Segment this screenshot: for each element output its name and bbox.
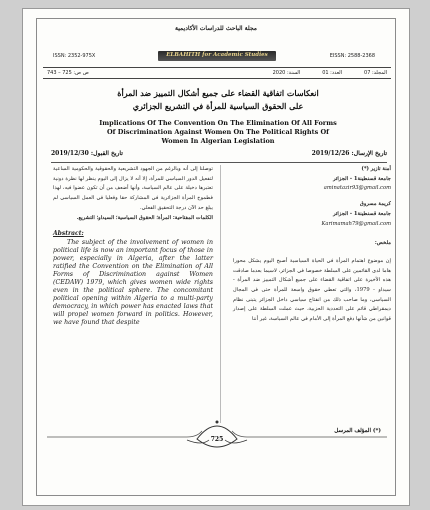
year: السنة: 2020 (272, 70, 301, 76)
author-1-name: أمنة تازير (*) (361, 166, 391, 172)
author-2-name: كريمة مسروق (359, 201, 391, 208)
author-2-affiliation: جامعة قسنطينة1 - الجزائر (333, 210, 391, 217)
journal-name-ar: مجلة الباحث للدراسات الأكاديمية (175, 25, 257, 32)
left-column (53, 165, 213, 327)
keywords: الكلمات المفتاحية: المرأة؛ الحقوق السياسية؛ السيداو؛ التشريع. (76, 214, 213, 221)
masthead-title: ELBAHITH for Academic Studies (166, 52, 268, 58)
sent-date: تاريخ الإرسال: 2019/12/26 (311, 150, 387, 157)
document-page (22, 8, 410, 506)
issn: ISSN: 2352-975X (53, 53, 96, 59)
page-number: 725 (210, 436, 224, 443)
article-title-en (63, 119, 373, 146)
summary-text: إن موضوع اهتمام المرأة في الحياة السياسية أصبح اليوم يشكل محورا هاما لدى القائمين على السلطة خصوصا في الجزائر، لاسيما بعدما صادقت هذه الأخيرة على اتفاقية القضاء على جميع أشكال التمييز ضد المرأة - سيداو - 1979، والتي تعطي حقوق واسعة للمرأة حتى في المجال السياسي، وما صاحب ذلك من انفتاح سياسي داخل الجزائر يتبنى نظام ديمقراطي قائم على التعددية الحزبية، حيث عملت السلطة على إصدار قوانين من شأنها دفع المرأة إلى الأمام في عالم السياسة، غير أننا (233, 257, 391, 323)
author-1-email[interactable]: aminatazir93@gmail.com (323, 185, 391, 192)
dates-rule (51, 162, 387, 163)
abstract-title: Abstract: (53, 230, 84, 238)
abstract-text: The subject of the involvement of women in political life is now an important focus of those in power, especially in Algeria, after the latter ratified the Convention on the Elimination of All Forms of Discrimination against Women (CEDAW) 1979, which gives women wide rights even in the political sphere. The concomitant political opening within Algeria to a multi-party democracy, in which power has enacted laws that will propel women forward in politics. However, we have found that despite (53, 238, 213, 326)
issue: العدد: 01 (322, 70, 343, 76)
title-ar-line: على الحقوق السياسية للمرأة في التشريع الجزائري (132, 101, 304, 111)
author-1-affiliation: جامعة قسنطينة1 - الجزائر (333, 175, 391, 182)
issue-meta-bar (43, 67, 391, 79)
summary-continuation: توصلنا إلى أنه وبالرغم من الجهود التشريعية والحقوقية والحكومية الساعية لتفعيل الدور السياسي للمرأة، إلا أنه لا يزال إلى اليوم ينظر لها نظرة دونية تعتبرها دخيلة على عالم السياسة، وأنها أضعف من أن تكون عضوا فيه، لهذا فطموح المرأة الجزائرية في المشاركة حقا وفعليا في العمل السياسي لم يبلغ حد الآن درجة التحقيق الفعلي. (53, 166, 213, 211)
footnote: (*) المؤلف المرسل (334, 428, 381, 434)
summary-title: ملخص: (374, 240, 391, 247)
title-en-line: Of Discrimination Against Women On The Political Rights Of (107, 128, 329, 136)
right-column (233, 165, 391, 325)
title-en-line: Implications Of The Convention On The Elimination Of All Forms (99, 119, 337, 127)
accepted-date: تاريخ القبول: 2019/12/30 (51, 150, 123, 157)
volume: المجلد: 07 (364, 70, 387, 76)
article-title-ar (53, 87, 383, 113)
submission-dates (51, 150, 387, 159)
title-ar-line: انعكاسات اتفاقية القضاء على جميع أشكال التمييز ضد المرأة (117, 88, 319, 98)
column-divider (220, 165, 221, 423)
author-2-email[interactable]: Karimamah79@gmail.com (321, 220, 391, 227)
title-en-line: Women In Algerian Legislation (161, 137, 275, 145)
page-range: ص ص: 725 – 743 (47, 70, 89, 76)
eissn: EISSN: 2588-2368 (329, 53, 375, 59)
